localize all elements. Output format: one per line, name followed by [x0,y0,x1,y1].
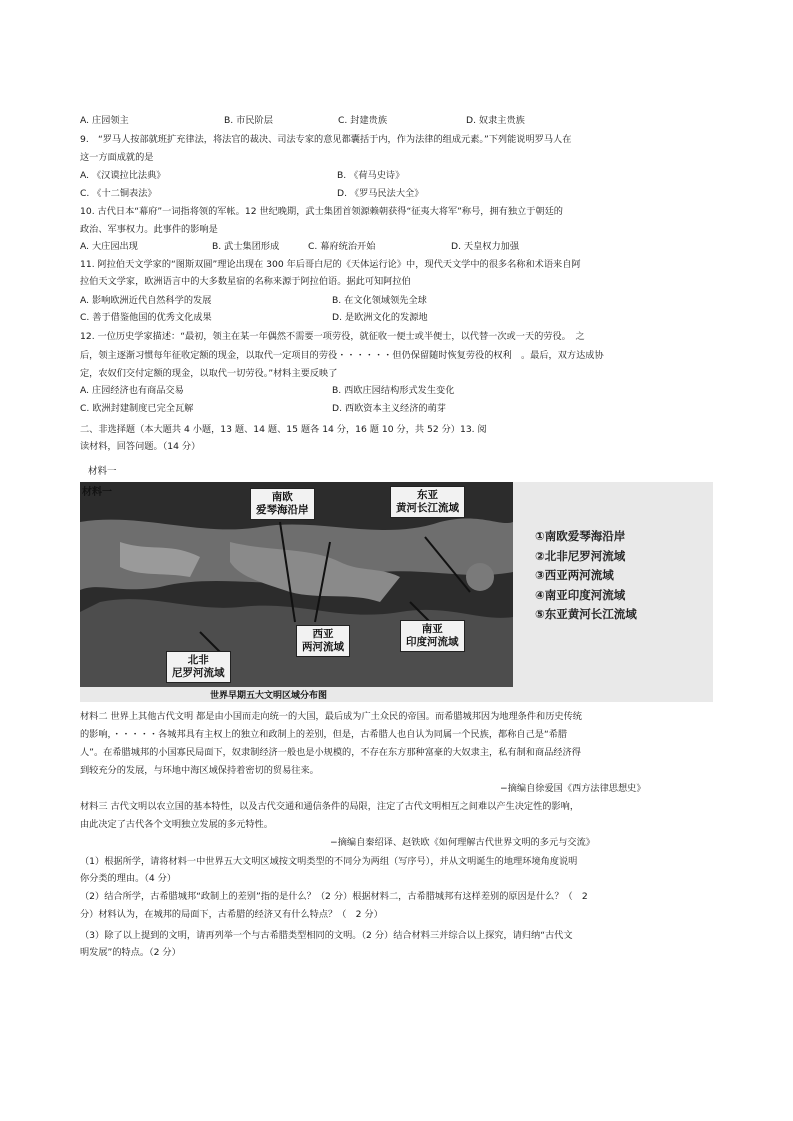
map-label-south-asia [400,620,465,652]
map-label-east-asia-area: 黄河长江流域 [396,502,459,514]
question2-line2: 分）材料认为，在城邦的局面下，古希腊的经济又有什么特点？（ 2 分） [80,909,383,920]
q12-option-c: C. 欧洲封建制度已完全瓦解 [80,403,194,414]
legend-item: ⑤东亚黄河长江流域 [535,607,637,621]
material1-label: 材料一 [88,466,117,477]
map-label-east-asia-region: 东亚 [417,489,438,501]
section2-heading-line2: 读材料，回答问题。（14 分） [80,441,201,452]
map-label-north-africa-area: 尼罗河流域 [172,667,225,679]
map-inner-label: 材料一 [82,487,112,498]
legend-item: ④南亚印度河流域 [535,587,626,602]
section2-heading-line1: 二、非选择题（本大题共 4 小题，13 题、14 题、15 题各 14 分，16 题 10 分，共 52 分）13. 阅 [80,424,487,435]
q11-stem-line2: 拉伯天文学家，欧洲语言中的大多数星宿的名称来源于阿拉伯语。据此可知阿拉伯 [80,276,411,287]
q10-option-d: D. 天皇权力加强 [451,241,520,252]
question1-line2: 你分类的理由。（4 分） [80,873,177,884]
q8-option-a: A. 庄园领主 [80,115,129,126]
map-label-west-asia-area: 两河流域 [302,641,344,653]
map-label-south-asia-region: 南亚 [421,623,443,635]
q9-option-d: D. 《罗马民法大全》 [337,188,424,199]
legend-item: ③西亚两河流域 [535,568,614,582]
material3-source: −摘编自秦绍译、赵铁欧《如何理解古代世界文明的多元与交流》 [330,837,595,848]
q9-option-a: A. 《汉谟拉比法典》 [80,170,166,181]
material3-line1: 材料三 古代文明以农立国的基本特性，以及古代交通和通信条件的局限，注定了古代文明相互之间难以产生决定性的影响， [80,801,580,812]
q11-option-b: B. 在文化领域领先全球 [332,295,427,306]
q10-option-b: B. 武士集团形成 [212,241,280,252]
q9-option-c: C. 《十二铜表法》 [80,188,157,199]
material2-line2: 的影响，・・・・・各城邦具有主权上的独立和政制上的差别，但是，古希腊人也自认为同属一个民族，都称自己是“希腊 [80,729,568,740]
q8-option-d: D. 奴隶主贵族 [466,115,525,126]
q10-option-c: C. 幕府统治开始 [308,241,376,252]
q8-option-b: B. 市民阶层 [224,115,273,126]
q8-option-c: C. 封建贵族 [338,115,388,126]
material2-line1: 材料二 世界上其他古代文明 都是由小国而走向统一的大国，最后成为广土众民的帝国。而希腊城邦因为地理条件和历史传统 [80,711,582,722]
map-label-south-europe [250,488,315,520]
q12-stem-line1: 12. 一位历史学家描述：“最初，领主在某一年偶然不需要一项劳役，就征收一便士或半便士，以代替一次或一天的劳役。 之 [80,331,585,342]
map-legend [535,527,637,625]
map-label-south-europe-area: 爱琴海沿岸 [256,504,309,516]
q11-stem-line1: 11. 阿拉伯天文学家的“图斯双圆”理论出现在 300 年后哥白尼的《天体运行论》中，现代天文学中的很多名称和术语来自阿 [80,259,581,270]
map-label-west-asia-region: 西亚 [312,628,334,640]
q12-option-b: B. 西欧庄园结构形式发生变化 [332,385,455,396]
map-label-north-africa [166,651,231,683]
material2-source: −摘编自徐爱国《西方法律思想史》 [500,783,646,794]
legend-item: ②北非尼罗河流域 [535,548,626,563]
map-label-south-europe-region: 南欧 [271,491,293,503]
q12-stem-line2: 后，领主逐渐习惯每年征收定额的现金，以取代一定项目的劳役・・・・・・但仍保留随时恢复劳役的权利 。最后，双方达成协 [80,350,604,361]
q11-option-d: D. 是欧洲文化的发源地 [332,312,428,323]
q11-option-c: C. 善于借鉴他国的优秀文化成果 [80,312,212,323]
q10-option-a: A. 大庄园出现 [80,241,138,252]
material2-line3: 人”。在希腊城邦的小国寡民局面下，奴隶制经济一般也是小规模的，不存在东方那种富豪的大奴隶主，私有制和商品经济得 [80,747,581,758]
map-label-east-asia [390,486,465,518]
question2-line1: （2）结合所学，古希腊城邦“政制上的差别”指的是什么？（2 分）根据材料二，古希腊城邦有这样差别的原因是什么？（ 2 [80,891,588,902]
map-label-west-asia [296,625,350,657]
q10-stem-line1: 10. 古代日本“幕府”一词指将领的军帐。12 世纪晚期，武士集团首领源赖朝获得“征夷大将军”称号，拥有独立于朝廷的 [80,206,563,217]
q9-stem-line1: 9. “罗马人按部就班扩充律法，将法官的裁决、司法专家的意见都囊括于内，作为法律的组成元素。”下列能说明罗马人在 [80,134,572,145]
material2-line4: 到较充分的发展，与环地中海区域保持着密切的贸易往来。 [80,765,319,776]
map-label-north-africa-region: 北非 [187,654,209,666]
q9-stem-line2: 这一方面成就的是 [80,152,154,163]
material3-line2: 由此决定了古代各个文明独立发展的多元特性。 [80,819,273,830]
map-label-south-asia-area: 印度河流域 [406,636,459,648]
q11-option-a: A. 影响欧洲近代自然科学的发展 [80,295,212,306]
q12-option-a: A. 庄园经济也有商品交易 [80,385,184,396]
q10-stem-line2: 政治、军事权力。此事件的影响是 [80,224,218,235]
q9-option-b: B. 《荷马史诗》 [337,170,405,181]
world-civilization-map [80,482,713,702]
question1-line1: （1）根据所学，请将材料一中世界五大文明区域按文明类型的不同分为两组（写序号），并从文明诞生的地理环境角度说明 [80,856,578,867]
map-photo [80,482,513,687]
question3-line2: 明发展”的特点。（2 分） [80,947,181,958]
q12-stem-line3: 定，农奴们交付定额的现金，以取代一切劳役。”材料主要反映了 [80,368,338,379]
legend-item: ①南欧爱琴海沿岸 [535,529,626,543]
q12-option-d: D. 西欧资本主义经济的萌芽 [332,403,446,414]
map-caption: 世界早期五大文明区域分布图 [210,691,328,701]
question3-line1: （3）除了以上提到的文明，请再列举一个与古希腊类型相同的文明。（2 分）结合材料三并综合以上探究，请归纳“古代文 [80,930,573,941]
